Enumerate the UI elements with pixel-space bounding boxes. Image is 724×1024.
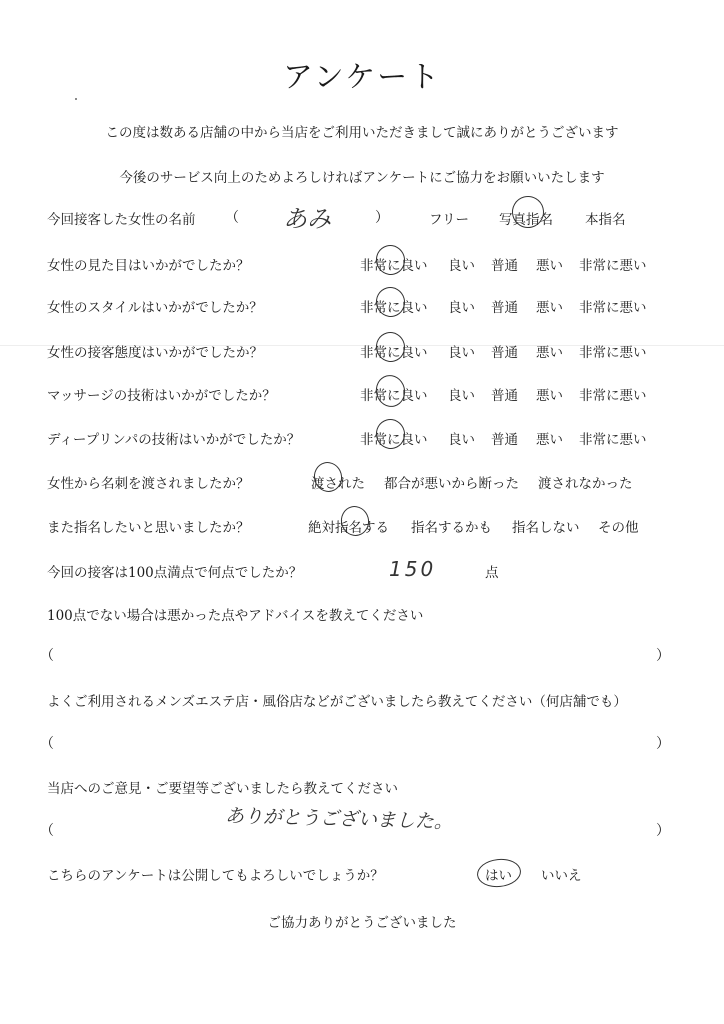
rating-opt-very-good[interactable]: 非常に良い <box>360 432 428 448</box>
intro-line-1: この度は数ある店舗の中から当店をご利用いただきまして誠にありがとうございます <box>105 125 619 141</box>
rating-opt-normal[interactable]: 普通 <box>491 345 518 361</box>
rating-opt-bad[interactable]: 悪い <box>536 345 563 361</box>
rating-opt-very-good[interactable]: 非常に良い <box>360 388 428 404</box>
q-business-card: 女性から名刺を渡されましたか？ <box>47 476 250 492</box>
circle-mark-row4 <box>372 372 408 410</box>
option-declined[interactable]: 都合が悪いから断った <box>384 476 519 492</box>
rating-opt-very-good[interactable]: 非常に良い <box>360 300 428 316</box>
q-appearance: 女性の見た目はいかがでしたか？ <box>47 258 250 274</box>
name-label: 今回接客した女性の名前 <box>47 212 196 228</box>
rating-opt-very-bad[interactable]: 非常に悪い <box>579 388 647 404</box>
rating-opt-very-bad[interactable]: 非常に悪い <box>579 432 647 448</box>
rating-opt-good[interactable]: 良い <box>448 258 475 274</box>
option-hon-shimei[interactable]: 本指名 <box>585 212 626 228</box>
other-shops-close-paren: ） <box>656 736 670 752</box>
q-opinion: 当店へのご意見・ご要望等ございましたら教えてください <box>47 781 398 797</box>
opinion-handwritten[interactable]: ありがとうございました。 <box>224 805 454 833</box>
q-score: 今回の接客は100点満点で何点でしたか？ <box>47 565 303 581</box>
intro-line-2: 今後のサービス向上のためよろしければアンケートにご協力をお願いいたします <box>119 170 605 186</box>
rating-opt-bad[interactable]: 悪い <box>536 258 563 274</box>
score-handwritten[interactable]: 150 <box>389 557 437 581</box>
advice-close-paren: ） <box>656 648 670 664</box>
option-other[interactable]: その他 <box>598 520 639 536</box>
q-other-shops: よくご利用されるメンズエステ店・風俗店などがございましたら教えてください（何店舗でも） <box>47 694 627 710</box>
rating-opt-very-good[interactable]: 非常に良い <box>360 258 428 274</box>
rating-opt-very-bad[interactable]: 非常に悪い <box>579 300 647 316</box>
option-definitely[interactable]: 絶対指名する <box>308 520 389 536</box>
q-style: 女性のスタイルはいかがでしたか？ <box>47 300 263 316</box>
rating-opt-normal[interactable]: 普通 <box>491 258 518 274</box>
score-unit: 点 <box>485 565 499 581</box>
option-yes[interactable]: はい <box>485 868 512 884</box>
page-title: アンケート <box>282 60 442 95</box>
advice-field[interactable] <box>70 645 650 663</box>
option-no[interactable]: 指名しない <box>512 520 580 536</box>
option-not-given[interactable]: 渡されなかった <box>538 476 633 492</box>
rating-opt-bad[interactable]: 悪い <box>536 388 563 404</box>
other-shops-open-paren: （ <box>40 736 54 752</box>
rating-opt-normal[interactable]: 普通 <box>491 388 518 404</box>
option-no-publish[interactable]: いいえ <box>541 868 582 884</box>
closing-message: ご協力ありがとうございました <box>267 915 457 931</box>
q-attitude: 女性の接客態度はいかがでしたか？ <box>47 345 263 361</box>
rating-opt-bad[interactable]: 悪い <box>536 300 563 316</box>
q-advice: 100点でない場合は悪かった点やアドバイスを教えてください <box>47 608 424 624</box>
circle-mark-yes <box>476 857 523 889</box>
rating-opt-bad[interactable]: 悪い <box>536 432 563 448</box>
rating-opt-very-good[interactable]: 非常に良い <box>360 345 428 361</box>
q-shimei-again: また指名したいと思いましたか？ <box>47 520 250 536</box>
rating-opt-normal[interactable]: 普通 <box>491 300 518 316</box>
option-photo-shimei[interactable]: 写真指名 <box>499 212 553 228</box>
q-massage: マッサージの技術はいかがでしたか？ <box>47 388 276 404</box>
q-publish: こちらのアンケートは公開してもよろしいでしょうか？ <box>47 868 384 884</box>
opinion-close-paren: ） <box>656 823 670 839</box>
rating-opt-good[interactable]: 良い <box>448 432 475 448</box>
rating-opt-normal[interactable]: 普通 <box>491 432 518 448</box>
option-given[interactable]: 渡された <box>311 476 365 492</box>
other-shops-field[interactable] <box>70 733 650 751</box>
name-handwritten[interactable]: あみ <box>283 205 331 233</box>
name-open-paren: （ <box>225 210 239 226</box>
rating-opt-very-bad[interactable]: 非常に悪い <box>579 258 647 274</box>
option-maybe[interactable]: 指名するかも <box>411 520 492 536</box>
option-free[interactable]: フリー <box>429 212 469 228</box>
name-close-paren: ） <box>375 210 389 226</box>
scan-speck <box>75 98 77 100</box>
rating-opt-good[interactable]: 良い <box>448 300 475 316</box>
opinion-open-paren: （ <box>40 823 54 839</box>
q-deep-lymph: ディープリンパの技術はいかがでしたか？ <box>47 432 301 448</box>
rating-opt-very-bad[interactable]: 非常に悪い <box>579 345 647 361</box>
rating-opt-good[interactable]: 良い <box>448 345 475 361</box>
advice-open-paren: （ <box>40 648 54 664</box>
rating-opt-good[interactable]: 良い <box>448 388 475 404</box>
